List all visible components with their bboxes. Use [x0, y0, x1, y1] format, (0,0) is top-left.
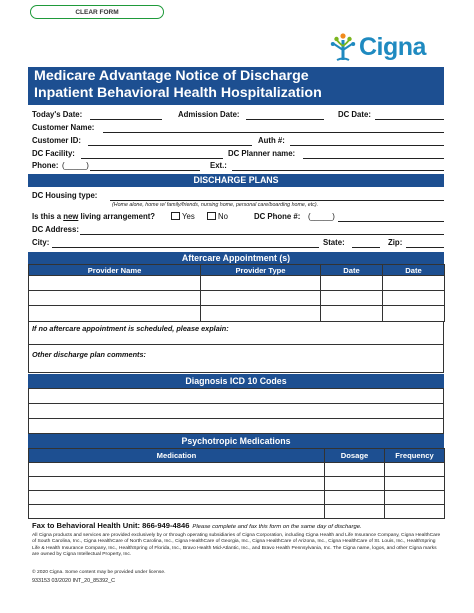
- table-cell[interactable]: [325, 477, 385, 491]
- table-cell[interactable]: [29, 306, 201, 322]
- table-cell[interactable]: [29, 505, 325, 519]
- customer-id-input[interactable]: [88, 145, 252, 146]
- dc-housing-type-label: DC Housing type:: [32, 191, 98, 200]
- table-cell[interactable]: [385, 505, 445, 519]
- table-cell[interactable]: [383, 306, 445, 322]
- dc-date-input[interactable]: [375, 119, 444, 120]
- other-comments-label: Other discharge plan comments:: [32, 350, 146, 359]
- dc-date-label: DC Date:: [338, 110, 371, 119]
- todays-date-input[interactable]: [90, 119, 162, 120]
- table-row: [29, 276, 445, 291]
- table-cell[interactable]: [325, 463, 385, 477]
- discharge-plans-heading: DISCHARGE PLANS: [28, 174, 444, 187]
- table-cell[interactable]: [29, 491, 325, 505]
- logo-text: Cigna: [359, 32, 426, 61]
- table-cell[interactable]: [201, 291, 321, 306]
- legal-disclaimer: All Cigna products and services are provided exclusively by or through operating subsidiaries of Cigna Corporation, including Cigna Health and Life Insurance Company, Cigna HealthCare of South Carolina, Inc., Cigna HealthCare of North Carolina, Inc., Cigna HealthCare of Georgia, Inc., Cigna HealthCare of Arizona, Inc., Cigna HealthCare of St. Louis, Inc., HealthSpring Life & Health Insurance Company, Inc., HealthSpring of Florida, Inc., Bravo Health Mid-Atlantic, Inc., and Bravo Health Pennsylvania, Inc. The Cigna name, logos, and other Cigna marks are owned by Cigna Intellectual Property, Inc.: [32, 533, 441, 557]
- table-row: [29, 463, 445, 477]
- phone-area-code[interactable]: (_____): [62, 161, 89, 170]
- table-cell[interactable]: [321, 291, 383, 306]
- dc-phone-input[interactable]: [338, 221, 444, 222]
- admission-date-label: Admission Date:: [178, 110, 240, 119]
- state-input[interactable]: [352, 247, 380, 248]
- dc-planner-input[interactable]: [303, 158, 444, 159]
- housing-hint: (Home alone, home w/ family/friends, nursing home, personal care/boarding home, etc).: [112, 202, 319, 208]
- dc-phone-area-code[interactable]: (_____): [308, 212, 335, 221]
- customer-id-label: Customer ID:: [32, 136, 81, 145]
- table-cell[interactable]: [201, 306, 321, 322]
- city-label: City:: [32, 238, 50, 247]
- customer-name-input[interactable]: [103, 132, 444, 133]
- psychotropic-heading: Psychotropic Medications: [28, 434, 444, 448]
- table-row: [29, 404, 444, 419]
- table-cell[interactable]: [385, 463, 445, 477]
- no-appointment-label: If no aftercare appointment is scheduled, please explain:: [32, 324, 229, 333]
- table-cell[interactable]: [321, 276, 383, 291]
- customer-name-label: Customer Name:: [32, 123, 95, 132]
- table-cell[interactable]: [385, 477, 445, 491]
- phone-input[interactable]: [90, 170, 200, 171]
- table-row: [29, 306, 445, 322]
- todays-date-label: Today's Date:: [32, 110, 83, 119]
- aftercare-heading: Aftercare Appointment (s): [28, 252, 444, 264]
- zip-input[interactable]: [406, 247, 444, 248]
- no-appointment-explanation[interactable]: [28, 321, 444, 345]
- column-header: Provider Name: [29, 265, 201, 276]
- medications-table: [28, 448, 445, 519]
- aftercare-table: [28, 264, 445, 322]
- ext-input[interactable]: [232, 170, 444, 171]
- dc-facility-input[interactable]: [81, 158, 223, 159]
- yes-option[interactable]: Yes: [169, 212, 195, 222]
- table-cell[interactable]: [325, 505, 385, 519]
- ext-label: Ext.:: [210, 161, 227, 170]
- dc-planner-label: DC Planner name:: [228, 149, 296, 158]
- form-title-line1: Medicare Advantage Notice of Discharge: [34, 68, 309, 84]
- form-title-bar: [28, 67, 444, 105]
- table-row: [29, 505, 445, 519]
- zip-label: Zip:: [388, 238, 403, 247]
- table-cell[interactable]: [29, 463, 325, 477]
- cigna-logo: [330, 27, 440, 67]
- column-header: Date: [321, 265, 383, 276]
- table-cell[interactable]: [383, 291, 445, 306]
- city-input[interactable]: [52, 247, 319, 248]
- copyright: © 2020 Cigna. Some content may be provided under license.: [32, 570, 166, 575]
- state-label: State:: [323, 238, 345, 247]
- column-header: Provider Type: [201, 265, 321, 276]
- table-cell[interactable]: [29, 477, 325, 491]
- clear-form-button[interactable]: CLEAR FORM: [30, 5, 164, 19]
- fax-instructions: [32, 521, 362, 530]
- dc-facility-label: DC Facility:: [32, 149, 75, 158]
- table-cell[interactable]: [325, 491, 385, 505]
- fax-number: Fax to Behavioral Health Unit: 866-949-4846: [32, 521, 190, 530]
- admission-date-input[interactable]: [246, 119, 324, 120]
- table-cell[interactable]: [29, 291, 201, 306]
- diagnosis-table: [28, 388, 444, 434]
- column-header: Date: [383, 265, 445, 276]
- fax-note: Please complete and fax this form on the same day of discharge.: [192, 524, 362, 530]
- table-row: [29, 477, 445, 491]
- column-header: Frequency: [385, 449, 445, 463]
- column-header: Dosage: [325, 449, 385, 463]
- table-cell[interactable]: [321, 306, 383, 322]
- table-row: [29, 419, 444, 434]
- table-row: [29, 291, 445, 306]
- phone-label: Phone:: [32, 161, 59, 170]
- table-cell[interactable]: [29, 419, 444, 434]
- table-cell[interactable]: [29, 276, 201, 291]
- dc-phone-label: DC Phone #:: [254, 212, 301, 221]
- form-code: 933153 03/2020 INT_20_85392_C: [32, 578, 116, 584]
- table-cell[interactable]: [201, 276, 321, 291]
- table-row: [29, 491, 445, 505]
- tree-of-life-icon: [330, 32, 356, 62]
- auth-label: Auth #:: [258, 136, 285, 145]
- table-row: [29, 389, 444, 404]
- no-checkbox[interactable]: [207, 212, 216, 220]
- other-comments-box[interactable]: [28, 345, 444, 373]
- auth-input[interactable]: [290, 145, 444, 146]
- new-living-question: Is this a new living arrangement?: [32, 212, 156, 221]
- table-cell[interactable]: [29, 404, 444, 419]
- column-header: Medication: [29, 449, 325, 463]
- form-title-line2: Inpatient Behavioral Health Hospitalization: [34, 85, 322, 101]
- no-option[interactable]: No: [205, 212, 228, 222]
- diagnosis-heading: Diagnosis ICD 10 Codes: [28, 374, 444, 388]
- dc-housing-type-input[interactable]: [110, 200, 444, 201]
- table-cell[interactable]: [383, 276, 445, 291]
- dc-address-input[interactable]: [80, 234, 444, 235]
- table-cell[interactable]: [385, 491, 445, 505]
- table-cell[interactable]: [29, 389, 444, 404]
- yes-checkbox[interactable]: [171, 212, 180, 220]
- dc-address-label: DC Address:: [32, 225, 79, 234]
